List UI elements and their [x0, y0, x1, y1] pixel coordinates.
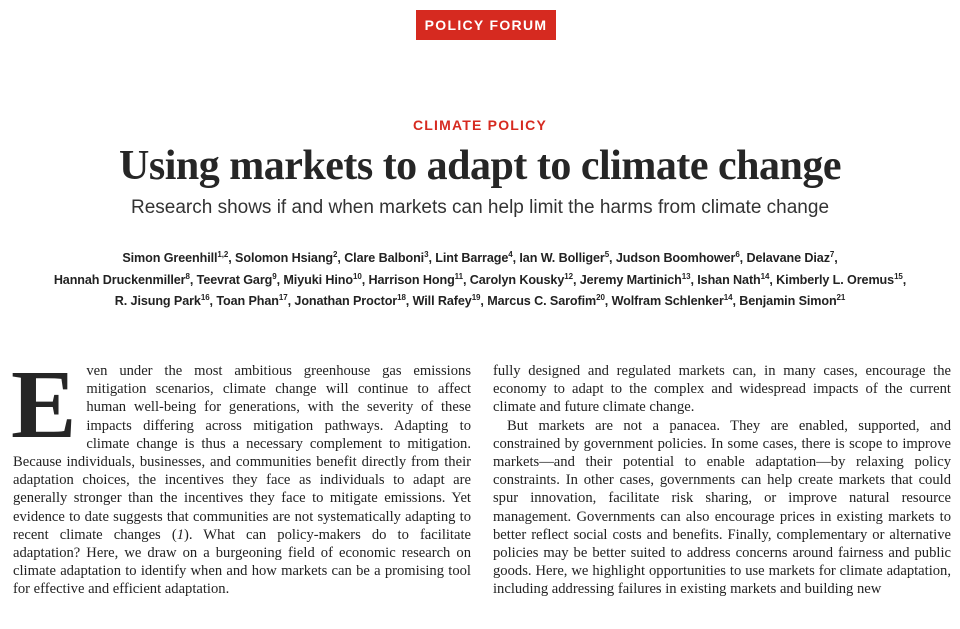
article-title: Using markets to adapt to climate change [119, 143, 841, 189]
author-name: Jonathan Proctor [294, 294, 398, 308]
intro-paragraph [11, 351, 471, 599]
article-subtitle: Research shows if and when markets can help limit the harms from climate change [130, 197, 830, 218]
author-name: Miyuki Hino [283, 272, 353, 287]
author-affiliation: 10 [352, 271, 362, 281]
author-affiliation: 15 [894, 271, 903, 281]
author-affiliation: 1,2 [217, 250, 229, 259]
author-affiliation: 20 [596, 293, 605, 302]
reference-link[interactable]: 1 [176, 526, 184, 543]
author-affiliation: 5 [604, 250, 610, 259]
author-name: R. Jisung Park [114, 294, 201, 308]
author-name: Kimberly L. Oremus [776, 272, 895, 287]
author-name: Hannah Druckenmiller [53, 272, 186, 287]
body-column-left [11, 351, 471, 599]
author-affiliation: 12 [564, 271, 573, 281]
author-name: Clare Balboni [344, 251, 425, 265]
body-column-right [493, 362, 951, 599]
author-affiliation: 14 [760, 271, 770, 281]
author-name: Ishan Nath [697, 272, 761, 287]
author-affiliation: 7 [829, 250, 835, 259]
category-kicker: CLIMATE POLICY [413, 117, 547, 133]
author-affiliation: 21 [836, 293, 846, 302]
author-affiliation: 3 [424, 250, 429, 259]
author-name: Ian W. Bolliger [519, 251, 605, 265]
author-affiliation: 8 [185, 271, 190, 281]
author-affiliation: 6 [735, 250, 740, 259]
author-name: Judson Boomhower [615, 251, 736, 265]
author-affiliation: 17 [278, 293, 288, 302]
author-name: Wolfram Schlenker [611, 294, 724, 308]
author-list: Simon Greenhill$^{1,2}$, Solomon Hsiang$^2$, Clare Balboni$^3$, Lint Barrage$^4$, Ian W. Bolliger$^5$, Judson Boomhower$^6$, Delavane Diaz$^7$, Hannah Druckenmiller$^8$, Teevrat Garg$^9$, Miyuki Hino$^{10}$, Harrison Hong$^{11}$, Carolyn Kousky$^{12}$, Jeremy Martinich$^{13}$, Ishan Nath$^{14}$, Kimberly L. Oremus$^{15}$, R. Jisung Park$^{16}$, Toan Phan$^{17}$, Jonathan Proctor$^{18}$, Will Rafey$^{19}$, Marcus C. Sarofim$^{20}$, Wolfram Schlenker$^{14}$, Benjamin Simon$^{21}$ [53, 250, 907, 308]
author-name: Carolyn Kousky [469, 272, 565, 287]
author-affiliation: 14 [723, 293, 733, 302]
author-name: Teevrat Garg [196, 272, 273, 287]
intro-text-part2: ). What can policy-makers do to facilitate adaptation? Here, we draw on a burgeoning field of economic research on climate adaptation to identify when and how markets can be a promising tool for effective and efficient adaptation. [13, 526, 471, 598]
author-affiliation: 2 [333, 250, 338, 259]
intro-text-part1: ven under the most ambitious greenhouse gas emissions mitigation scenarios, climate change will continue to affect human well-being for generations, with the severity of these impacts differing across mitigation pathways. Adapting to climate change is thus a necessary complement to mitigation. Because individuals, businesses, and communities benefit directly from their adaptation choices, the incentives they face as individuals to adapt are generally stronger than the incentives they face to mitigate emissions. Yet evidence to date suggests that communities are not systematically adapting to recent climate changes ( [13, 363, 471, 543]
author-name: Benjamin Simon [739, 294, 837, 308]
section-badge: POLICY FORUM [416, 10, 556, 40]
author-name: Delavane Diaz [746, 251, 830, 265]
author-affiliation: 9 [272, 271, 277, 281]
author-affiliation: 16 [200, 293, 210, 302]
author-name: Lint Barrage [435, 251, 509, 265]
author-name: Toan Phan [216, 294, 279, 308]
body-paragraph: But markets are not a panacea. They are enabled, supported, and constrained by government policies. In some cases, there is scope to improve markets—and their potential to enable adaptation—by relaxing policy constraints. In other cases, governments can help create markets that could spur innovation, facilitate risk sharing, or improve natural resource management. Governments can also encourage prices in existing markets to better reflect social costs and benefits. Finally, complementary or alternative policies may be better suited to address concerns around fairness and public goods. Here, we highlight opportunities to use markets for climate adaptation, including addressing failures in existing markets and building new [493, 417, 951, 598]
author-name: Solomon Hsiang [235, 251, 334, 265]
author-affiliation: 11 [454, 271, 463, 281]
body-paragraph-continued: fully designed and regulated markets can, in many cases, encourage the economy to adapt to the complex and widespread impacts of the current climate and future climate change. [493, 363, 951, 416]
author-affiliation: 19 [471, 293, 481, 302]
author-affiliation: 18 [397, 293, 406, 302]
author-name: Jeremy Martinich [579, 272, 682, 287]
author-name: Will Rafey [412, 294, 472, 308]
author-affiliation: 13 [681, 271, 691, 281]
drop-cap: E [11, 351, 77, 459]
author-name: Harrison Hong [368, 272, 455, 287]
author-name: Marcus C. Sarofim [487, 294, 597, 308]
author-name: Simon Greenhill [122, 251, 218, 265]
author-affiliation: 4 [508, 250, 513, 259]
